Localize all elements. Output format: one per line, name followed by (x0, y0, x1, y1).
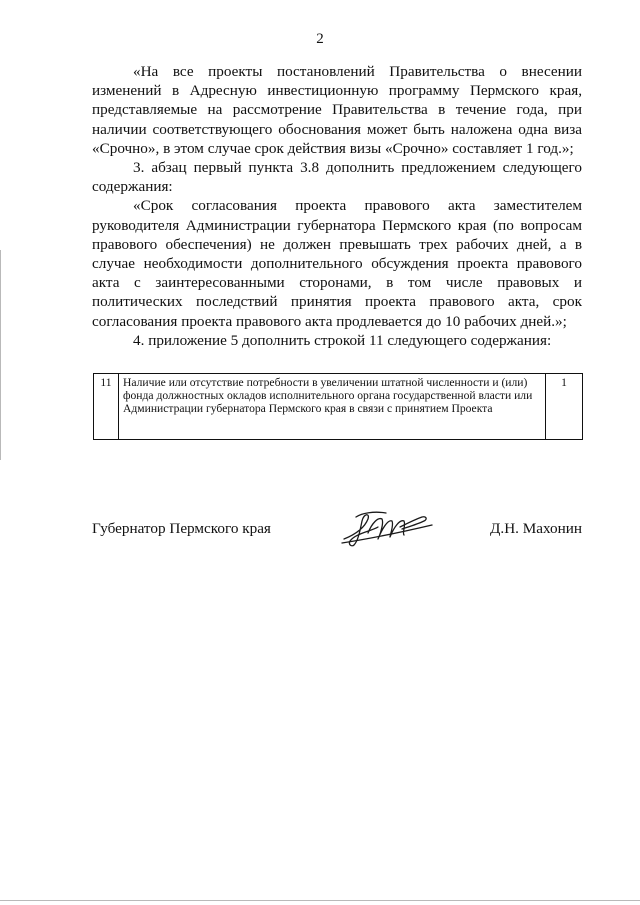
paragraph-visa-urgent: «На все проекты постановлений Правительства о внесении изменений в Адресную инвестиционную программу Пермского края, представляемые на рассмотрение Правительства в течение года, при наличии соответствующего обоснования может быть наложена одна виза «Срочно», в этом случае срок действия визы «Срочно» составляет 1 год.»; (92, 63, 582, 157)
row-number-cell: 11 (94, 374, 119, 440)
score-cell: 1 (546, 374, 583, 440)
paragraph-quote-start: «Срок согласования проекта правового акта заместителем (133, 197, 582, 215)
signature-block (92, 519, 582, 549)
paragraph-item-4: 4. приложение 5 дополнить строкой 11 следующего содержания: (133, 331, 552, 349)
scan-edge-left (0, 250, 1, 460)
appendix-5-row-table (93, 373, 583, 440)
signer-position: Губернатор Пермского края (92, 520, 271, 537)
handwritten-signature (338, 505, 434, 549)
paragraph-item-3: 3. абзац первый пункта 3.8 дополнить предложением следующего содержания: (92, 159, 582, 196)
signer-name: Д.Н. Махонин (490, 520, 582, 537)
page-number: 2 (316, 31, 324, 47)
table-row (94, 374, 583, 440)
paragraph-quote-continued: руководителя Администрации губернатора Пермского края (по вопросам правового обеспечения) не должен превышать трех рабочих дней, а в случае необходимости дополнительного обсуждения проекта правового акта с заинтересованными сторонами, в том числе правовых и политических последствий принятия проекта правового акта, срок согласования проекта правового акта продлевается до 10 рабочих дней.»; (92, 216, 582, 330)
body-text (92, 62, 582, 350)
scan-edge-bottom (0, 900, 640, 901)
criterion-text-cell: Наличие или отсутствие потребности в увеличении штатной численности и (или) фонда должностных окладов исполнительного органа государственной власти или Администрации губернатора Пермского края в связи с принятием Проекта (119, 374, 546, 440)
